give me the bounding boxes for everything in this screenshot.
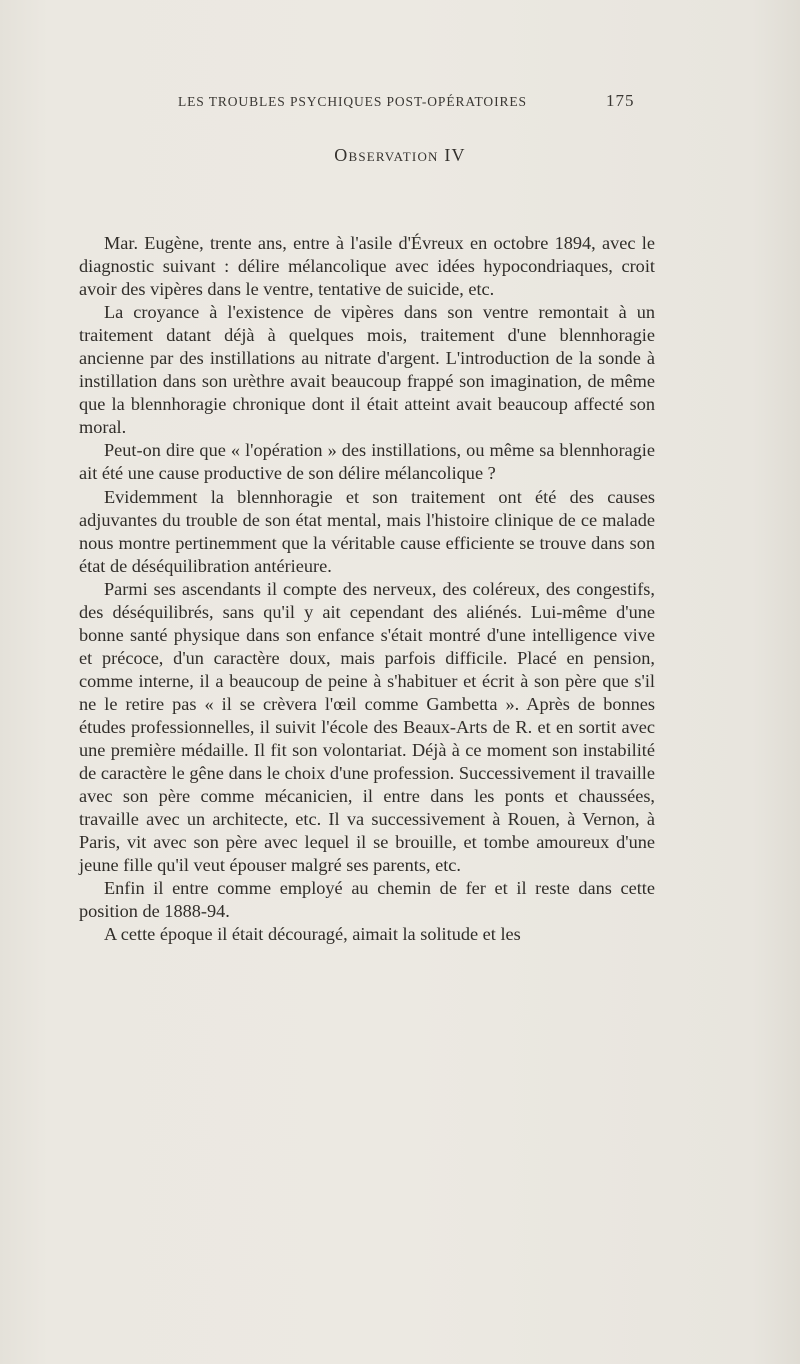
body-text	[79, 232, 655, 946]
paragraph: Mar. Eugène, trente ans, entre à l'asile d'Évreux en octobre 1894, avec le diagnostic suivant : délire mélancolique avec idées hypocondriaques, croit avoir des vipères dans le ventre, tentative de suicide, etc.	[79, 233, 655, 300]
paragraph: La croyance à l'existence de vipères dans son ventre remontait à un traitement datant déjà à quelques mois, traitement d'une blennhoragie ancienne par des instillations au nitrate d'argent. L'introduction de la sonde à instillation dans son urèthre avait beaucoup frappé son imagination, de même que la blennhoragie chronique dont il était atteint avait beaucoup affecté son moral.	[79, 302, 655, 438]
observation-title: Observation IV	[334, 145, 466, 165]
paragraph: Enfin il entre comme employé au chemin de fer et il reste dans cette position de 1888-94.	[79, 878, 655, 922]
paragraph: Evidemment la blennhoragie et son traitement ont été des causes adjuvantes du trouble de son état mental, mais l'histoire clinique de ce malade nous montre pertinemment que la véritable cause efficiente se trouve dans son état de déséquilibration antérieure.	[79, 486, 655, 576]
paragraph: A cette époque il était découragé, aimait la solitude et les	[104, 924, 521, 945]
paragraph: Peut-on dire que « l'opération » des instillations, ou même sa blennhoragie ait été une cause productive de son délire mélancolique ?	[79, 440, 655, 484]
page-number: 175	[606, 91, 635, 110]
paragraph: Parmi ses ascendants il compte des nerveux, des coléreux, des congestifs, des déséquilibrés, sans qu'il y ait cependant des aliénés. Lui-même d'une bonne santé physique dans son enfance s'était montré d'une intelligence vive et précoce, d'un caractère doux, mais parfois difficile. Placé en pension, comme interne, il a beaucoup de peine à s'habituer et écrit à son père que s'il ne le retire pas « il se crèvera l'œil comme Gambetta ». Après de bonnes études professionnelles, il suivit l'école des Beaux-Arts de R. et en sortit avec une première médaille. Il fit son volontariat. Déjà à ce moment son instabilité de caractère le gêne dans le choix d'une profession. Successivement il travaille avec son père comme mécanicien, il entre dans les ponts et chaussées, travaille avec un architecte, etc. Il va successivement à Rouen, à Vernon, à Paris, vit avec son père avec lequel il se brouille, et tombe amoureux d'une jeune fille qu'il veut épouser malgré ses parents, etc.	[79, 578, 655, 876]
running-head: LES TROUBLES PSYCHIQUES POST-OPÉRATOIRES	[178, 94, 527, 109]
